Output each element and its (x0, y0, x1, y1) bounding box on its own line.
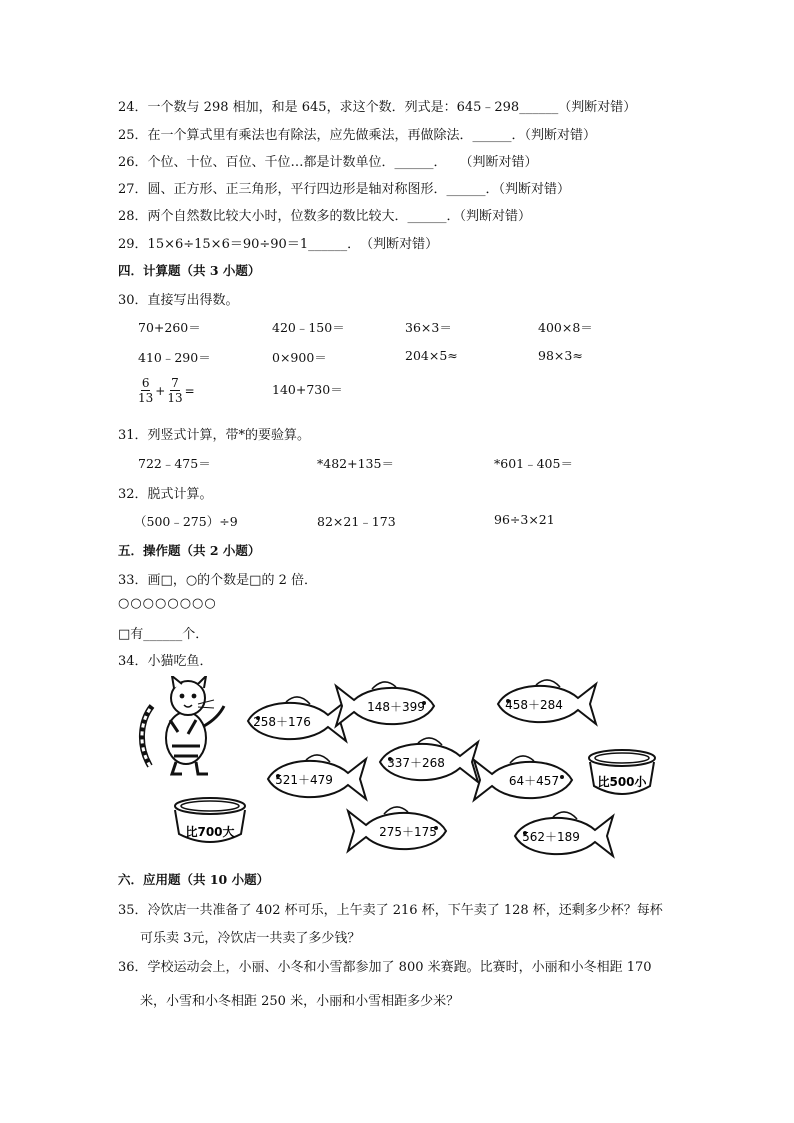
svg-text:562＋189: 562＋189 (522, 830, 580, 844)
question-32-title: 32．脱式计算。 (118, 487, 213, 502)
fish-2 (336, 682, 434, 726)
svg-text:458＋284: 458＋284 (505, 698, 563, 712)
step-calc-item: 96÷3×21 (494, 512, 555, 527)
question-33-answer: □有______个． (118, 627, 209, 642)
calc-item: 140+730＝ (272, 382, 343, 397)
question-33-title: 33．画□，○的个数是□的 2 倍． (118, 573, 317, 588)
svg-text:比500小: 比500小 (597, 775, 647, 789)
svg-text:148＋399: 148＋399 (367, 700, 425, 714)
question-27: 27．圆、正方形、正三角形，平行四边形是轴对称图形．______．（判断对错） (118, 182, 571, 197)
question-25: 25．在一个算式里有乘法也有除法，应先做乘法，再做除法．______．（判断对错） (118, 128, 597, 143)
svg-text:275＋175: 275＋175 (379, 825, 437, 839)
calc-item: 0×900＝ (272, 350, 327, 365)
vertical-calc-item: *601﹣405＝ (494, 456, 573, 471)
calc-item: 70+260＝ (138, 320, 201, 335)
step-calc-item: 82×21﹣173 (317, 514, 396, 529)
calc-item: 410﹣290＝ (138, 350, 211, 365)
calc-item: 420﹣150＝ (272, 320, 345, 335)
question-24: 24．一个数与 298 相加，和是 645，求这个数．列式是：645﹣298______（判断对错） (118, 100, 637, 115)
svg-text:64＋457: 64＋457 (508, 774, 560, 788)
vertical-calc-item: *482+135＝ (317, 456, 394, 471)
fish-7 (348, 807, 446, 851)
fraction: 6 13 (138, 376, 154, 405)
circle-row: ○○○○○○○○ (118, 596, 217, 611)
svg-text:258＋176: 258＋176 (253, 715, 311, 729)
cat-fish-figure (0, 676, 794, 861)
question-29: 29．15×6÷15×6＝90÷90＝1______． （判断对错） (118, 237, 439, 252)
fish-3 (498, 680, 596, 724)
calc-item: 400×8＝ (538, 320, 593, 335)
vertical-calc-item: 722﹣475＝ (138, 456, 211, 471)
fish-6 (474, 756, 572, 800)
fish-8 (515, 812, 613, 856)
section-6-title: 六．应用题（共 10 小题） (118, 872, 270, 887)
question-34-title: 34．小猫吃鱼． (118, 654, 213, 669)
section-4-title: 四．计算题（共 3 小题） (118, 263, 261, 278)
svg-text:521＋479: 521＋479 (275, 773, 333, 787)
step-calc-item: （500﹣275）÷9 (134, 514, 238, 529)
svg-text:337＋268: 337＋268 (387, 756, 445, 770)
question-36-line-1: 36．学校运动会上，小丽、小冬和小雪都参加了 800 米赛跑。比赛时，小丽和小冬相距 170 (118, 960, 652, 975)
bowl-less-than-500 (589, 750, 655, 794)
question-30-title: 30．直接写出得数。 (118, 293, 239, 308)
question-31-title: 31．列竖式计算，带*的要验算。 (118, 428, 311, 443)
fish-4 (268, 755, 366, 799)
cat-illustration (142, 676, 224, 774)
bowl-greater-than-700 (175, 798, 245, 842)
question-36-line-2: 米，小雪和小冬相距 250 米，小丽和小雪相距多少米？ (140, 994, 460, 1009)
fish-1 (248, 697, 346, 741)
question-35-line-1: 35．冷饮店一共准备了 402 杯可乐，上午卖了 216 杯，下午卖了 128 杯，还剩多少杯？每杯 (118, 903, 663, 918)
calc-item: 98×3≈ (538, 348, 583, 363)
question-35-line-2: 可乐卖 3元，冷饮店一共卖了多少钱？ (140, 931, 361, 946)
calc-item: 204×5≈ (405, 348, 458, 363)
section-5-title: 五．操作题（共 2 小题） (118, 543, 261, 558)
svg-text:比700大: 比700大 (185, 825, 235, 839)
fish-5 (380, 738, 478, 782)
calc-item: 36×3＝ (405, 320, 452, 335)
question-26: 26．个位、十位、百位、千位…都是计数单位．______． （判断对错） (118, 155, 538, 170)
question-28: 28．两个自然数比较大小时，位数多的数比较大．______．（判断对错） (118, 209, 532, 224)
fraction: $\frac{7}{13}$ (167, 376, 183, 405)
fraction-sum: 6 13 + $\frac{7}{13}$ = (138, 376, 195, 405)
